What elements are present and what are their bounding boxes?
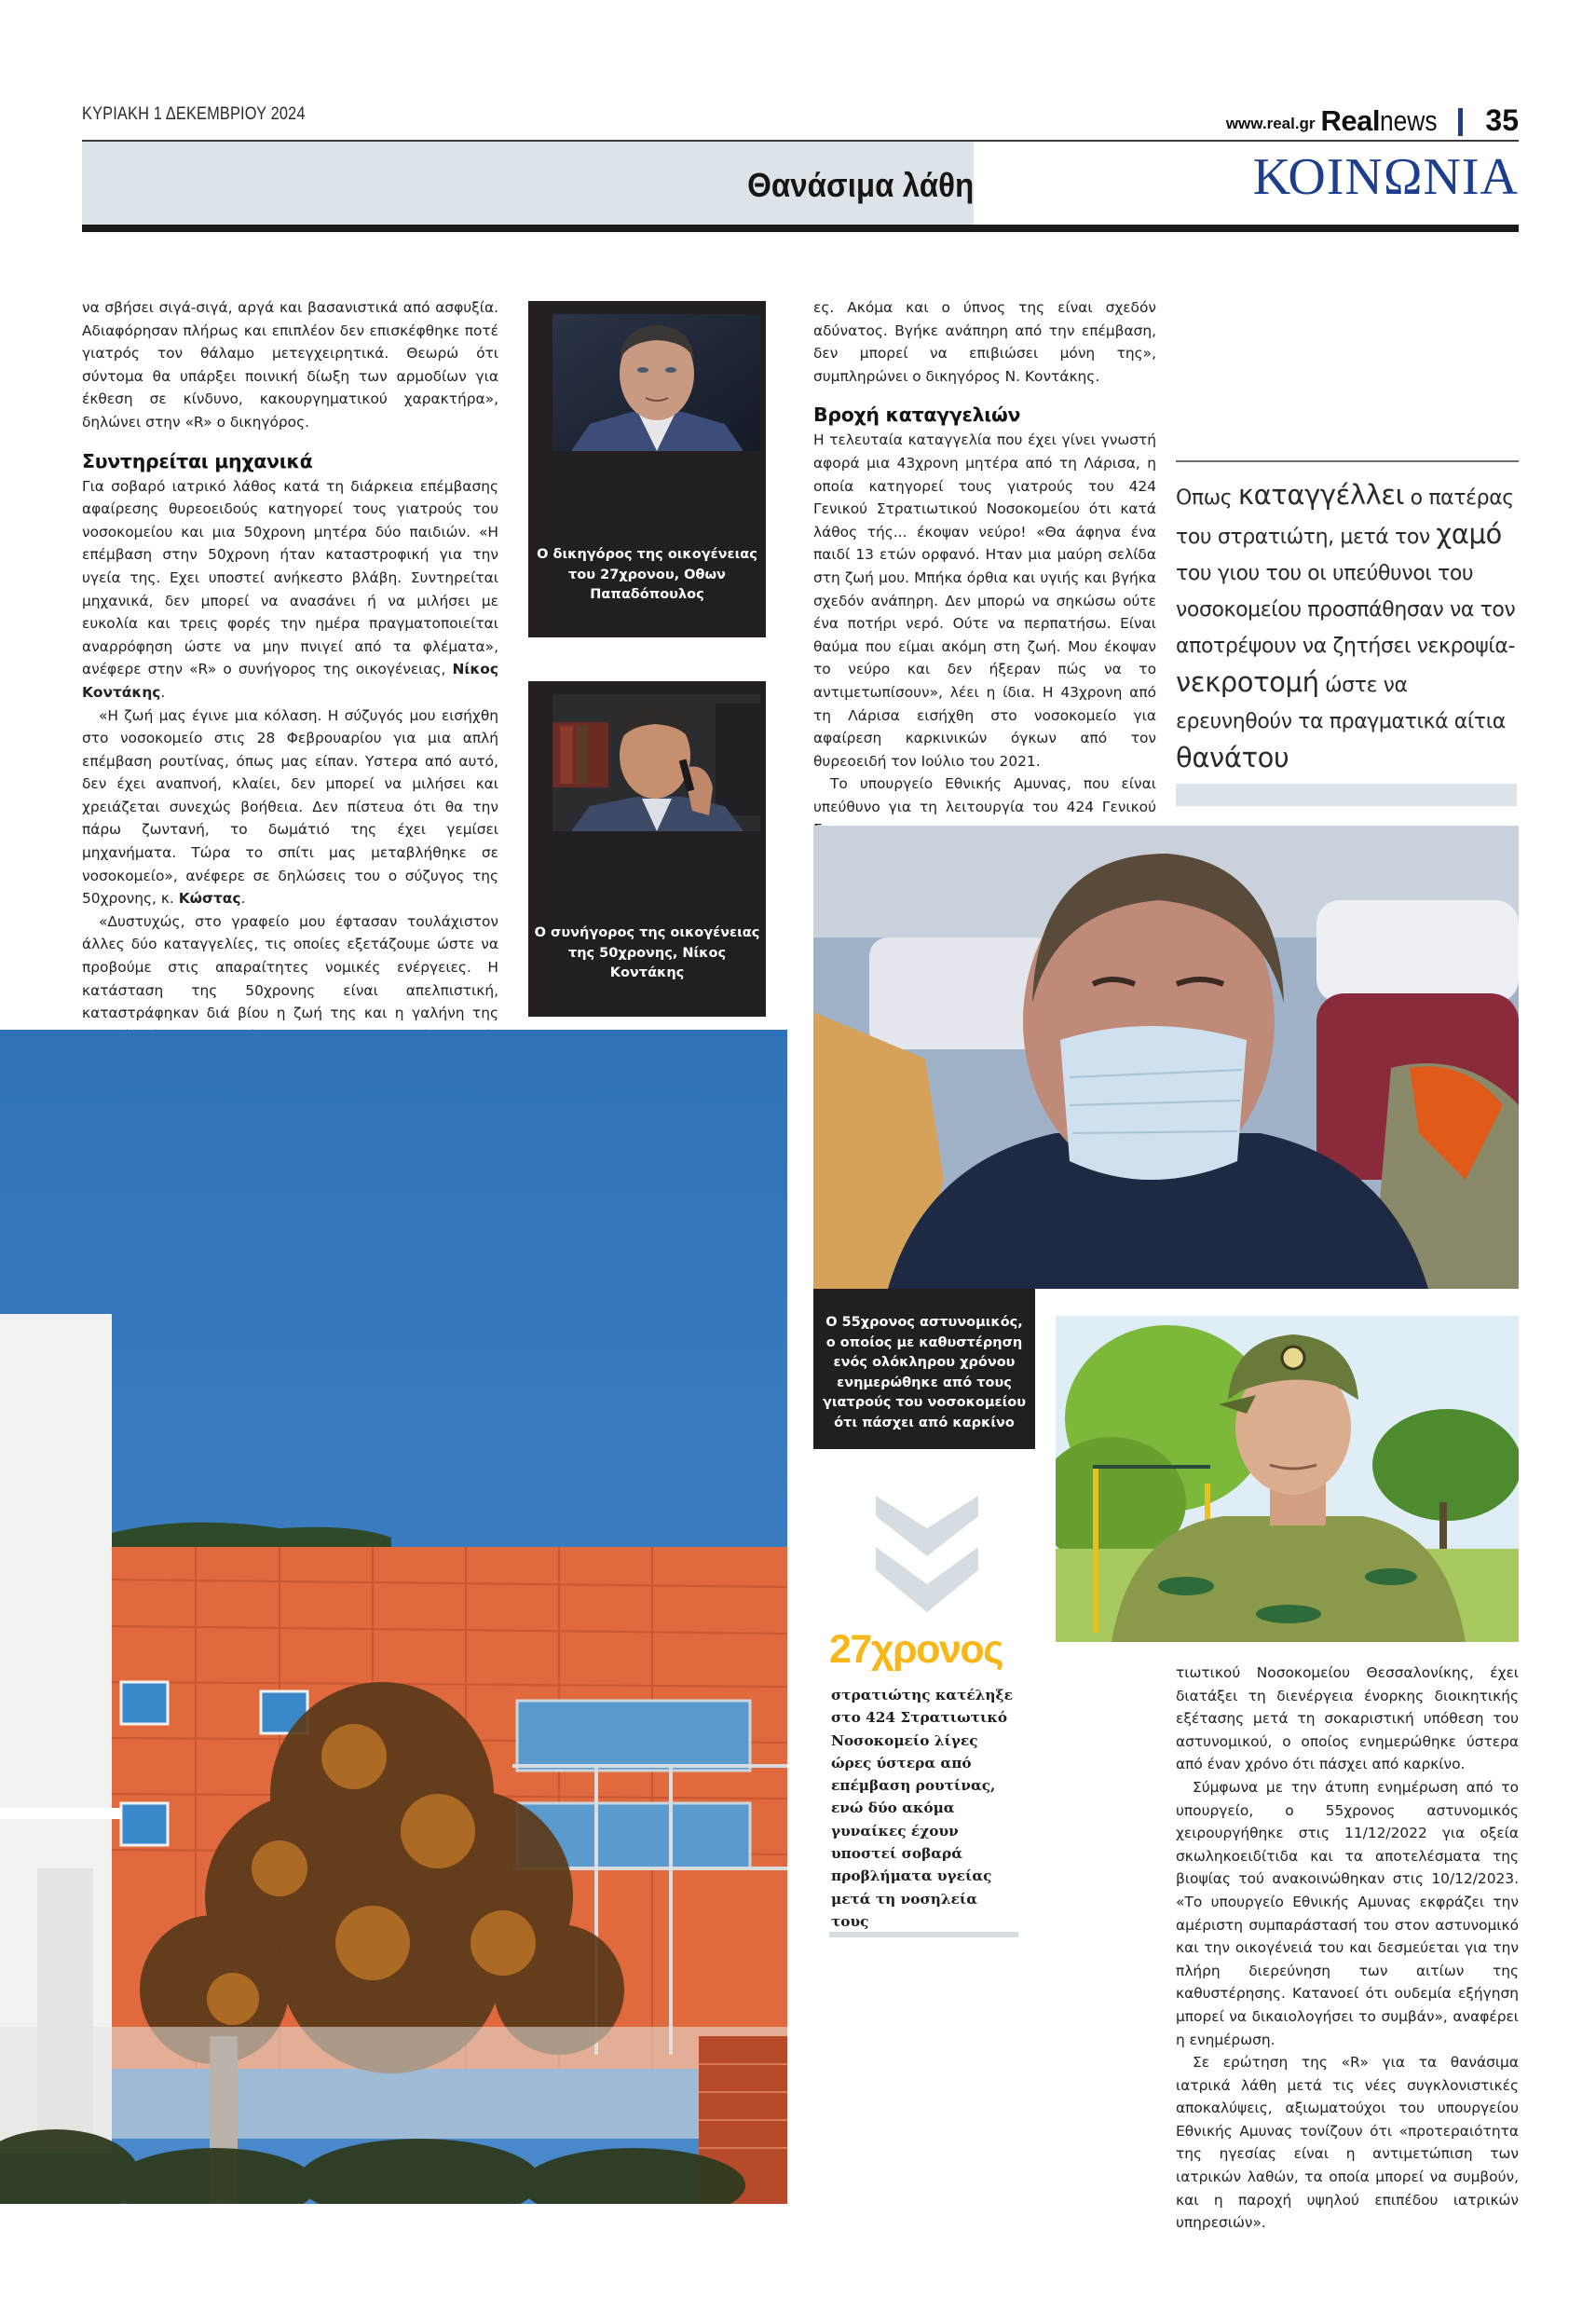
brand-news: news — [1380, 104, 1438, 137]
page-number: 35 — [1485, 103, 1519, 137]
masthead-divider — [1458, 108, 1463, 136]
pull-quote-rule — [1176, 460, 1519, 462]
hospital-building-photo — [0, 1030, 787, 2204]
paragraph: τιωτικού Νοσοκομείου Θεσσαλονίκης, έχει διατάξει τη διενέργεια ένορκης διοικητικής εξέτασης μετά τη σοκαριστική υπόθεση του αστυνομικού, ο οποίος ενημερώθηκε ύστερα από έναν χρόνο ότι πάσχει από καρκίνο. — [1176, 1664, 1519, 1773]
paragraph: «Η ζωή μας έγινε μια κόλαση. Η σύζυγός μου εισήχθη στο νοσοκομείο στις 28 Φεβρουαρίου για μια απλή επέμβαση ρουτίνας, όπως μας είπαν. Υστερα από αυτό, δεν έχει αναπνοή, κλαίει, δεν μπορεί να μιλήσει και χρειάζεται συνεχώς βοήθεια. Δεν πίστευα ότι θα την πάρω ζωντανή, το δωμάτιό της έχει γεμίσει μηχανήματα. Τώρα το σπίτι μας μεταβλήθηκε σε νοσοκομείο», ανέφερε σε δηλώσεις του ο σύζυγος της 50χρονης, κ. Κώστας. — [82, 706, 498, 908]
issue-date: ΚΥΡΙΑΚΗ 1 ΔΕΚΕΜΒΡΙΟΥ 2024 — [82, 104, 306, 124]
article-title: Θανάσιμα λάθη — [746, 166, 974, 204]
paragraph: να σβήσει σιγά-σιγά, αργά και βασανιστικά από ασφυξία. Αδιαφόρησαν πλήρως και επιπλέον δεν επισκέφθηκε ποτέ γιατρός τον θάλαμο μετεγχειρητικά. Θεωρώ ότι σύντομα θα υπάρξει ποινική δίωξη των αρμοδίων για έκθεση σε κίνδυνο, κακουργηματικού χαρακτήρα», δηλώνει στην «R» ο δικηγόρος. — [82, 299, 498, 431]
paragraph: Η τελευταία καταγγελία που έχει γίνει γνωστή αφορά μια 43χρονη μητέρα από τη Λάρισα, η οποία κατηγορεί τους γιατρούς του 424 Γενικού Στρατιωτικού Νοσοκομείου ότι κατά λάθος τής... έκοψαν νεύρο! «Θα άφηνα ένα παιδί 13 ετών ορφανό. Ηταν μια μαύρη σελίδα στη ζωή μου. Μπήκα όρθια και υγιής και βγήκα σχεδόν ανάπηρη. Δεν μπορώ να σηκώσω ούτε ένα ποτήρι νερό. Ούτε να περπατήσω. Είναι θαύμα που είμαι ακόμη στη ζωή. Μου έκοψαν το νεύρο και δεν ήξεραν πώς να το αντιμετωπίσουν», λέει η ίδια. Η 43χρονη από τη Λάρισα εισήχθη στο νοσοκομείο για αφαίρεση καρκινικών όγκων από τον θυρεοειδή τον Ιούλιο του 2021. — [813, 431, 1156, 770]
photo-card-lawyer-kontakis — [528, 681, 766, 1017]
police-officer-caption-box — [813, 1289, 1035, 1449]
pull-quote: Οπως καταγγέλλει ο πατέρας του στρατιώτη, μετά τον χαμό του γιου του οι υπεύθυνοι του νοσοκομείου προσπάθησαν να τον αποτρέψουν να ζητήσει νεκροψία-νεκροτομή ώστε να ερευνηθούν τα πραγματικά αίτια θανάτου — [1176, 479, 1516, 773]
name-kontakis: Νίκος Κοντάκης — [82, 661, 498, 701]
header-thick-rule — [82, 225, 1519, 232]
subheading-mechanical: Συντηρείται μηχανικά — [82, 449, 313, 472]
masthead — [1226, 101, 1519, 138]
paragraph: ες. Ακόμα και ο ύπνος της είναι σχεδόν αδύνατος. Βγήκε ανάπηρη από την επέμβαση, δεν μπορεί να επιβιώσει μόνη της», συμπληρώνει ο δικηγόρος Ν. Κοντάκης. — [813, 299, 1156, 385]
soldier-photo — [1056, 1316, 1519, 1642]
article-column-4 — [1176, 1662, 1519, 2235]
photo-caption: Ο συνήγορος της οικογένειας της 50χρονης, Νίκος Κοντάκης — [534, 925, 760, 980]
subheading-complaints: Βροχή καταγγελιών — [813, 404, 1021, 427]
paragraph: «Δυστυχώς, στο γραφείο μου έφτασαν τουλάχιστον άλλες δύο καταγγελίες, τις οποίες εξετάζουμε ώστε να προβούμε στις απαραίτητες νομικές ενέργειες. Η κατάσταση της 50χρονης είναι απελπιστική, καταστράφηκαν διά βίου η ζωή της και η γαλήνη της — [82, 912, 498, 1022]
photo-card-lawyer-papadopoulos — [528, 301, 766, 637]
article-column-3 — [813, 296, 1156, 841]
name-kostas: Κώστας — [178, 890, 241, 908]
lawyer-phone-photo — [552, 694, 760, 831]
fact-text: στρατιώτης κατέληξε στο 424 Στρατιωτικό Νοσοκομείο λίγες ώρες ύστερα από επέμβαση ρουτίνας, ενώ δύο ακόμα γυναίκες έχουν υποστεί σοβαρά προβλήματα υγείας μετά τη νοσηλεία τους — [831, 1687, 1013, 1930]
police-officer-masked-photo — [813, 826, 1519, 1289]
paragraph: Για σοβαρό ιατρικό λάθος κατά τη διάρκεια επέμβασης αφαίρεσης θυρεοειδούς κατηγορεί τους γιατρούς του νοσοκομείου και μια 50χρονη μητέρα δύο παιδιών. «Η επέμβαση στην 50χρονη ήταν καταστροφική για την υγεία της. Εχει υποστεί ανήκεστο βλάβη. Συντηρείται μηχανικά, δεν μπορεί να ανασάνει ή να μιλήσει με ευκολία και τρεις φορές την ημέρα πραγματοποιείται αναρρόφηση ώστε να μην πνιγεί από τα φλέματα», ανέφερε στην «R» ο συνήγορος της οικογένειας, Νίκος Κοντάκης. — [82, 477, 498, 701]
lawyer-portrait-photo — [552, 314, 760, 451]
paragraph: Το υπουργείο Εθνικής Αμυνας, που είναι υπεύθυνο για τη λειτουργία του 424 Γενικού — [813, 775, 1156, 815]
photo-caption: Ο δικηγόρος της οικογένειας του 27χρονου, Οθων Παπαδόπουλος — [537, 547, 757, 602]
brand-real: Real — [1320, 104, 1381, 137]
fact-number: 27χρονος — [829, 1627, 1003, 1672]
pull-quote-bar — [1176, 784, 1517, 806]
double-chevron-down-icon — [876, 1496, 978, 1617]
article-column-1 — [82, 296, 498, 1071]
section-name: ΚΟΙΝΩΝΙΑ — [1252, 148, 1519, 206]
paragraph: Σε ερώτηση της «R» για τα θανάσιμα ιατρικά λάθη μετά τις νέες συγκλονιστικές αποκαλύψεις, αξιωματούχοι του υπουργείου Εθνικής Αμυνας τονίζουν ότι «προτεραιότητα της ηγεσίας είναι η αντιμετώπιση των ιατρικών λαθών, τα οποία μπορεί να συμβούν, και η παροχή υψηλού επιπέδου ιατρικών υπηρεσιών». — [1176, 2054, 1519, 2232]
fact-box-bar — [829, 1932, 1018, 1937]
photo-caption: Ο 55χρονος αστυνομικός, ο οποίος με καθυστέρηση ενός ολόκληρου χρόνου ενημερώθηκε από τους γιατρούς του νοσοκομείου ότι πάσχει από καρκίνο — [822, 1315, 1027, 1430]
site-url[interactable]: www.real.gr — [1225, 115, 1316, 132]
paragraph: Σύμφωνα με την άτυπη ενημέρωση από το υπουργείο, ο 55χρονος αστυνομικός χειρουργήθηκε στις 11/12/2022 για οξεία σκωληκοειδίτιδα και τα αποτελέσματα της βιοψίας τού ανακοινώθηκαν στις 10/12/2023. «Το υπουργείο Εθνικής Αμυνας εκφράζει την αμέριστη συμπαράστασή του στον αστυνομικό και την οικογένειά του και δεσμεύεται για την πλήρη διερεύνηση των αιτίων της καθυστέρησης. Κατανοεί ότι ουδεμία εξήγηση μπορεί να δικαιολογήσει το συμβάν», αναφέρει η ενημέρωση. — [1176, 1778, 1519, 2048]
